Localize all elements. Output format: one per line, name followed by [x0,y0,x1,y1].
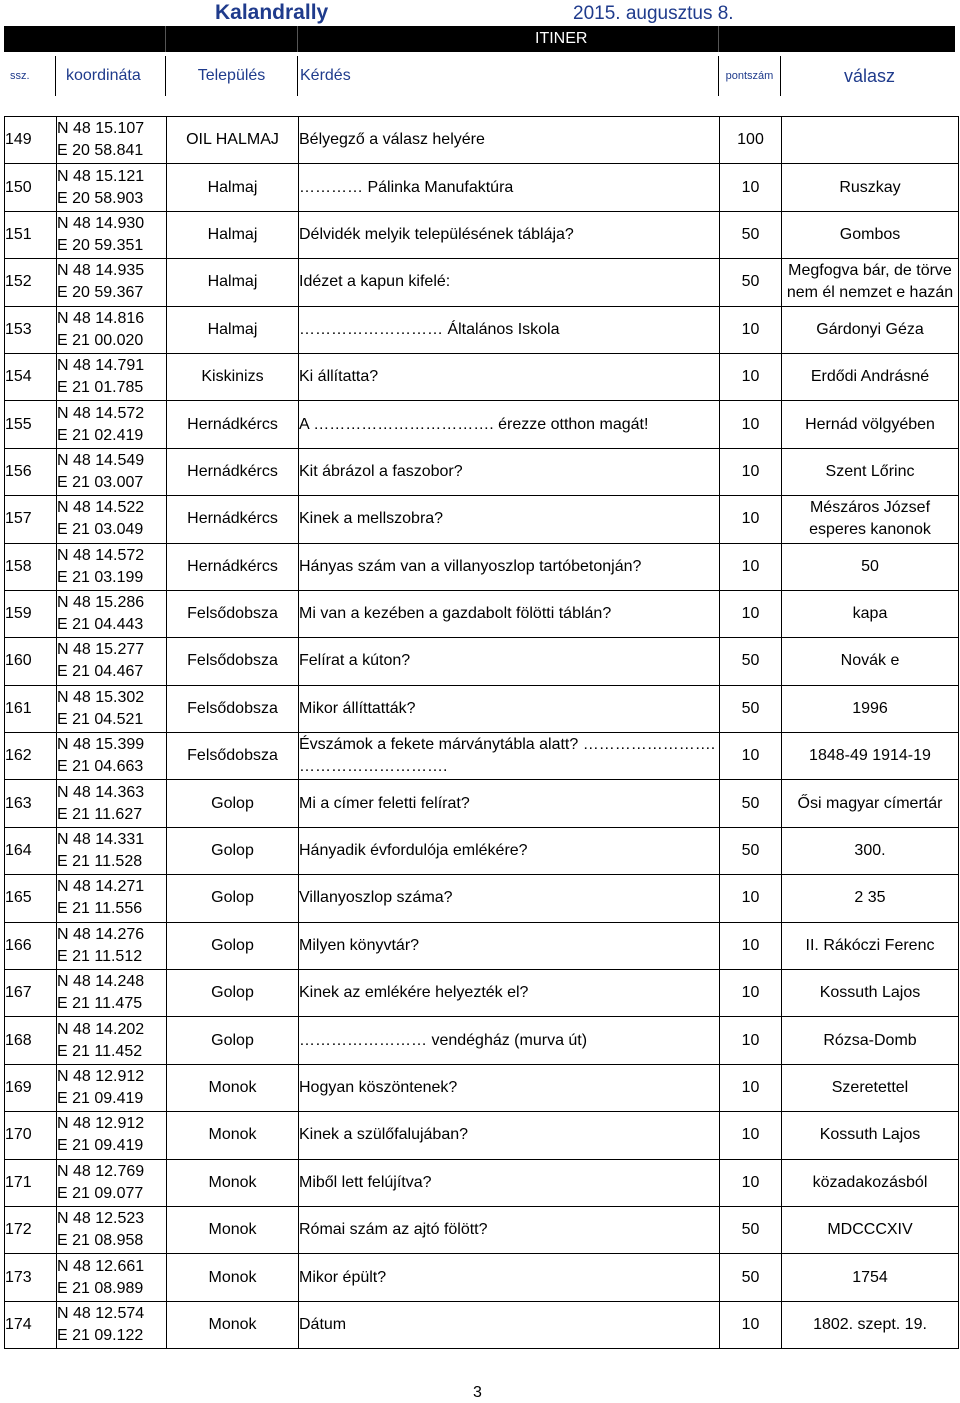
row-number: 160 [5,638,57,685]
answer-cell: Szeretettel [782,1064,959,1111]
table-row [5,733,959,780]
latitude: N 48 14.202 [57,1020,145,1038]
answer-cell: 1802. szept. 19. [782,1301,959,1348]
question-cell: Idézet a kapun kifelé: [299,259,720,306]
points-cell: 50 [720,827,782,874]
answer-cell: II. Rákóczi Ferenc [782,922,959,969]
longitude: E 21 11.475 [57,995,143,1013]
answer-cell: Hernád völgyében [782,401,959,448]
row-number: 153 [5,306,57,353]
question-cell: Miből lett felújítva? [299,1159,720,1206]
latitude: N 48 14.572 [57,546,145,564]
points-cell: 10 [720,590,782,637]
table-row [5,353,959,400]
coordinate-cell [57,827,167,874]
answer-cell: Szent Lőrinc [782,448,959,495]
question-cell: ……………………… Általános Iskola [299,306,720,353]
coordinate-cell [57,164,167,211]
table-row [5,164,959,211]
latitude: N 48 14.549 [57,451,145,469]
points-cell: 10 [720,164,782,211]
longitude: E 21 04.663 [57,758,144,776]
longitude: E 21 09.419 [57,1137,144,1155]
points-cell: 50 [720,1254,782,1301]
table-row [5,117,959,164]
column-header-row [4,56,958,96]
coordinate-cell [57,306,167,353]
points-cell: 50 [720,638,782,685]
table-row [5,638,959,685]
latitude: N 48 12.912 [57,1068,145,1085]
settlement-cell: Monok [167,1254,299,1301]
row-number: 155 [5,401,57,448]
settlement-cell: Hernádkércs [167,496,299,543]
table-row [5,970,959,1017]
question-cell: Kinek a mellszobra? [299,496,720,543]
coordinate-cell [57,1301,167,1348]
settlement-cell: Golop [167,1017,299,1064]
coordinate-cell [57,733,167,780]
points-cell: 10 [720,970,782,1017]
question-cell: Évszámok a fekete márványtábla alatt? ……………………. ………………………. [299,733,720,780]
coordinate-cell [57,353,167,400]
settlement-cell: Monok [167,1159,299,1206]
settlement-cell: Monok [167,1064,299,1111]
points-cell: 10 [720,496,782,543]
answer-cell: 1848-49 1914-19 [782,733,959,780]
latitude: N 48 12.769 [57,1162,145,1180]
coordinate-cell [57,638,167,685]
settlement-cell: Halmaj [167,211,299,258]
question-cell: Dátum [299,1301,720,1348]
settlement-cell: Felsődobsza [167,590,299,637]
coordinate-cell [57,448,167,495]
answer-cell: 300. [782,827,959,874]
settlement-cell: Felsődobsza [167,685,299,732]
column-header-koordinata: koordináta [56,56,166,96]
longitude: E 21 03.049 [57,521,144,539]
row-number: 173 [5,1254,57,1301]
row-number: 165 [5,875,57,922]
points-cell: 10 [720,401,782,448]
coordinate-cell [57,1159,167,1206]
latitude: N 48 12.523 [57,1210,145,1228]
latitude: N 48 14.271 [57,878,145,896]
points-cell: 10 [720,875,782,922]
latitude: N 48 14.816 [57,309,145,327]
points-cell: 10 [720,353,782,400]
latitude: N 48 15.277 [57,641,145,659]
points-cell: 10 [720,922,782,969]
settlement-cell: Golop [167,827,299,874]
coordinate-cell [57,543,167,590]
question-cell: Milyen könyvtár? [299,922,720,969]
table-row [5,496,959,543]
longitude: E 21 01.785 [57,379,144,397]
longitude: E 21 08.958 [57,1232,144,1250]
points-cell: 10 [720,1064,782,1111]
latitude: N 48 14.791 [57,357,145,375]
row-number: 159 [5,590,57,637]
points-cell: 10 [720,543,782,590]
page-number: 3 [473,1384,482,1401]
longitude: E 21 11.452 [57,1042,143,1060]
coordinate-cell [57,496,167,543]
coordinate-cell [57,590,167,637]
row-number: 151 [5,211,57,258]
longitude: E 21 03.199 [57,568,144,586]
column-header-kerdes: Kérdés [298,56,719,96]
table-row [5,1206,959,1253]
question-cell: ………… Pálinka Manufaktúra [299,164,720,211]
settlement-cell: Golop [167,922,299,969]
answer-cell: 50 [782,543,959,590]
column-header-telepules: Település [166,56,298,96]
section-title: ITINER [535,30,588,47]
row-number: 166 [5,922,57,969]
points-cell: 10 [720,733,782,780]
table-row [5,875,959,922]
points-cell: 100 [720,117,782,164]
longitude: E 21 02.419 [57,426,144,444]
points-cell: 10 [720,306,782,353]
coordinate-cell [57,780,167,827]
table-row [5,922,959,969]
answer-cell: kapa [782,590,959,637]
coordinate-cell [57,117,167,164]
settlement-cell: Golop [167,875,299,922]
column-header-pontszam: pontszám [719,56,781,96]
latitude: N 48 15.107 [57,120,145,138]
row-number: 172 [5,1206,57,1253]
page-header [0,0,960,26]
question-cell: Kinek az emlékére helyezték el? [299,970,720,1017]
answer-cell: Gombos [782,211,959,258]
question-cell: Ki állítatta? [299,353,720,400]
longitude: E 21 04.467 [57,663,144,681]
answer-cell [782,117,959,164]
latitude: N 48 14.935 [57,262,145,280]
question-cell: Mi a címer feletti felírat? [299,780,720,827]
document-date: 2015. augusztus 8. [573,3,734,24]
table-row [5,685,959,732]
question-cell: Hogyan köszöntenek? [299,1064,720,1111]
latitude: N 48 12.574 [57,1304,145,1322]
settlement-cell: Golop [167,970,299,1017]
row-number: 149 [5,117,57,164]
latitude: N 48 14.363 [57,783,145,801]
row-number: 174 [5,1301,57,1348]
settlement-cell: Halmaj [167,259,299,306]
answer-cell: közadakozásból [782,1159,959,1206]
question-cell: Délvidék melyik településének táblája? [299,211,720,258]
table-row [5,306,959,353]
row-number: 169 [5,1064,57,1111]
row-number: 171 [5,1159,57,1206]
coordinate-cell [57,1254,167,1301]
row-number: 161 [5,685,57,732]
longitude: E 20 58.903 [57,189,144,207]
question-cell: Felírat a kúton? [299,638,720,685]
longitude: E 20 58.841 [57,142,144,160]
row-number: 164 [5,827,57,874]
answer-cell: Gárdonyi Géza [782,306,959,353]
question-cell: A ……………………………. érezze otthon magát! [299,401,720,448]
table-row [5,780,959,827]
points-cell: 10 [720,1159,782,1206]
row-number: 157 [5,496,57,543]
question-cell: Kinek a szülőfalujában? [299,1112,720,1159]
settlement-cell: Hernádkércs [167,448,299,495]
latitude: N 48 14.930 [57,214,145,232]
answer-cell: 2 35 [782,875,959,922]
longitude: E 21 04.521 [57,710,144,728]
latitude: N 48 14.331 [57,831,145,849]
points-cell: 50 [720,259,782,306]
table-row [5,401,959,448]
longitude: E 21 09.122 [57,1326,144,1344]
answer-cell: Ruszkay [782,164,959,211]
latitude: N 48 15.399 [57,736,145,754]
latitude: N 48 12.912 [57,1115,145,1133]
table-row [5,827,959,874]
table-row [5,1254,959,1301]
settlement-cell: OIL HALMAJ [167,117,299,164]
table-row [5,211,959,258]
coordinate-cell [57,1112,167,1159]
longitude: E 21 09.419 [57,1090,144,1107]
points-cell: 50 [720,1206,782,1253]
longitude: E 20 59.367 [57,284,144,302]
coordinate-cell [57,875,167,922]
table-row [5,448,959,495]
settlement-cell: Monok [167,1301,299,1348]
row-number: 156 [5,448,57,495]
answer-cell: Erdődi Andrásné [782,353,959,400]
settlement-cell: Monok [167,1206,299,1253]
coordinate-cell [57,211,167,258]
table-row [5,590,959,637]
document-title: Kalandrally [215,1,329,24]
question-cell: Mikor épült? [299,1254,720,1301]
row-number: 168 [5,1017,57,1064]
question-cell: Római szám az ajtó fölött? [299,1206,720,1253]
answer-cell: Novák e [782,638,959,685]
row-number: 163 [5,780,57,827]
points-cell: 10 [720,1301,782,1348]
settlement-cell: Felsődobsza [167,733,299,780]
row-number: 150 [5,164,57,211]
points-cell: 50 [720,780,782,827]
table-row [5,1112,959,1159]
longitude: E 20 59.351 [57,236,144,254]
answer-cell: 1996 [782,685,959,732]
table-row [5,1301,959,1348]
table-row [5,1159,959,1206]
settlement-cell: Monok [167,1112,299,1159]
row-number: 152 [5,259,57,306]
latitude: N 48 15.302 [57,688,145,706]
longitude: E 21 09.077 [57,1184,144,1202]
row-number: 158 [5,543,57,590]
longitude: E 21 11.528 [57,853,143,871]
latitude: N 48 14.572 [57,404,145,422]
coordinate-cell [57,1206,167,1253]
settlement-cell: Hernádkércs [167,543,299,590]
row-number: 154 [5,353,57,400]
longitude: E 21 00.020 [57,331,144,349]
points-cell: 10 [720,448,782,495]
table-row [5,259,959,306]
column-header-valasz: válasz [843,65,896,86]
coordinate-cell [57,1064,167,1111]
coordinate-cell [57,685,167,732]
longitude: E 21 11.556 [57,900,143,918]
question-cell: Mi van a kezében a gazdabolt fölötti táblán? [299,590,720,637]
latitude: N 48 14.248 [57,973,145,991]
points-cell: 50 [720,685,782,732]
points-cell: 10 [720,1112,782,1159]
row-number: 162 [5,733,57,780]
column-header-ssz: ssz. [4,56,56,96]
coordinate-cell [57,1017,167,1064]
answer-cell: Megfogva bár, de törve nem él nemzet e hazán [782,259,959,306]
question-cell: Villanyoszlop száma? [299,875,720,922]
question-cell: Bélyegző a válasz helyére [299,117,720,164]
latitude: N 48 12.661 [57,1257,145,1275]
settlement-cell: Hernádkércs [167,401,299,448]
itinerary-table [4,116,959,1349]
coordinate-cell [57,259,167,306]
question-cell: Hányas szám van a villanyoszlop tartóbetonján? [299,543,720,590]
coordinate-cell [57,922,167,969]
latitude: N 48 15.121 [57,167,145,185]
latitude: N 48 14.522 [57,499,145,517]
table-row [5,1017,959,1064]
answer-cell: Ősi magyar címertár [782,780,959,827]
row-number: 167 [5,970,57,1017]
answer-cell: Rózsa-Domb [782,1017,959,1064]
longitude: E 21 11.627 [57,805,143,823]
question-cell: Mikor állíttatták? [299,685,720,732]
row-number: 170 [5,1112,57,1159]
answer-cell: MDCCCXIV [782,1206,959,1253]
answer-cell: Kossuth Lajos [782,1112,959,1159]
table-row [5,1064,959,1111]
settlement-cell: Felsődobsza [167,638,299,685]
table-row [5,543,959,590]
latitude: N 48 14.276 [57,925,145,943]
settlement-cell: Golop [167,780,299,827]
settlement-cell: Halmaj [167,164,299,211]
question-cell: Hányadik évfordulója emlékére? [299,827,720,874]
longitude: E 21 11.512 [57,947,143,965]
latitude: N 48 15.286 [57,594,145,612]
answer-cell: 1754 [782,1254,959,1301]
itiner-bar [4,26,955,52]
points-cell: 50 [720,211,782,258]
coordinate-cell [57,970,167,1017]
settlement-cell: Kiskinizs [167,353,299,400]
longitude: E 21 08.989 [57,1279,144,1297]
answer-cell: Kossuth Lajos [782,970,959,1017]
coordinate-cell [57,401,167,448]
question-cell: Kit ábrázol a faszobor? [299,448,720,495]
longitude: E 21 04.443 [57,616,144,634]
question-cell: …………………… vendégház (murva út) [299,1017,720,1064]
answer-cell: Mészáros József esperes kanonok [782,496,959,543]
longitude: E 21 03.007 [57,473,144,491]
settlement-cell: Halmaj [167,306,299,353]
points-cell: 10 [720,1017,782,1064]
